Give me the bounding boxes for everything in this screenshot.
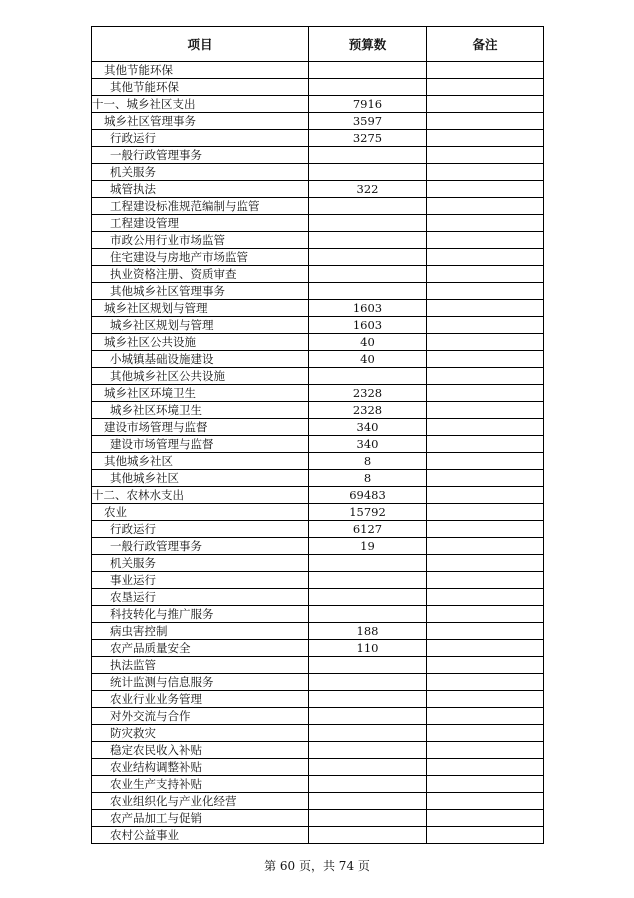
table-row xyxy=(92,113,544,130)
table-row xyxy=(92,691,544,708)
row-item-name: 机关服务 xyxy=(92,555,309,572)
row-budget-amount xyxy=(309,827,427,844)
row-budget-amount xyxy=(309,776,427,793)
row-budget-amount: 2328 xyxy=(309,385,427,402)
row-remark xyxy=(427,470,544,487)
table-row xyxy=(92,640,544,657)
row-item-name: 城乡社区规划与管理 xyxy=(92,300,309,317)
column-header-remark: 备注 xyxy=(427,27,544,62)
row-remark xyxy=(427,759,544,776)
row-remark xyxy=(427,810,544,827)
row-item-name: 城管执法 xyxy=(92,181,309,198)
table-row xyxy=(92,674,544,691)
row-item-name: 农业生产支持补贴 xyxy=(92,776,309,793)
table-row xyxy=(92,436,544,453)
row-item-name: 城乡社区管理事务 xyxy=(92,113,309,130)
row-item-name: 统计监测与信息服务 xyxy=(92,674,309,691)
row-budget-amount xyxy=(309,793,427,810)
row-item-name: 城乡社区规划与管理 xyxy=(92,317,309,334)
table-row xyxy=(92,232,544,249)
row-budget-amount: 8 xyxy=(309,470,427,487)
table-row xyxy=(92,521,544,538)
table-row xyxy=(92,810,544,827)
table-row xyxy=(92,198,544,215)
row-budget-amount xyxy=(309,79,427,96)
table-row xyxy=(92,453,544,470)
row-remark xyxy=(427,623,544,640)
table-row xyxy=(92,776,544,793)
row-item-name: 事业运行 xyxy=(92,572,309,589)
table-row xyxy=(92,62,544,79)
row-item-name: 住宅建设与房地产市场监管 xyxy=(92,249,309,266)
row-budget-amount xyxy=(309,232,427,249)
row-item-name: 病虫害控制 xyxy=(92,623,309,640)
row-remark xyxy=(427,504,544,521)
row-budget-amount xyxy=(309,164,427,181)
row-budget-amount: 6127 xyxy=(309,521,427,538)
row-remark xyxy=(427,657,544,674)
row-item-name: 十二、农林水支出 xyxy=(92,487,309,504)
table-row xyxy=(92,657,544,674)
row-item-name: 建设市场管理与监督 xyxy=(92,436,309,453)
table-row xyxy=(92,181,544,198)
row-remark xyxy=(427,368,544,385)
row-item-name: 对外交流与合作 xyxy=(92,708,309,725)
row-budget-amount xyxy=(309,249,427,266)
row-budget-amount: 69483 xyxy=(309,487,427,504)
table-row xyxy=(92,470,544,487)
table-row xyxy=(92,351,544,368)
row-remark xyxy=(427,113,544,130)
row-remark xyxy=(427,266,544,283)
row-item-name: 城乡社区公共设施 xyxy=(92,334,309,351)
row-remark xyxy=(427,436,544,453)
row-remark xyxy=(427,725,544,742)
row-item-name: 农业组织化与产业化经营 xyxy=(92,793,309,810)
row-item-name: 工程建设管理 xyxy=(92,215,309,232)
row-item-name: 农业行业业务管理 xyxy=(92,691,309,708)
table-row xyxy=(92,708,544,725)
row-budget-amount: 7916 xyxy=(309,96,427,113)
row-remark xyxy=(427,198,544,215)
row-budget-amount xyxy=(309,555,427,572)
table-row xyxy=(92,130,544,147)
row-remark xyxy=(427,334,544,351)
table-row xyxy=(92,589,544,606)
row-budget-amount: 188 xyxy=(309,623,427,640)
table-row xyxy=(92,283,544,300)
row-budget-amount: 322 xyxy=(309,181,427,198)
table-row xyxy=(92,266,544,283)
row-budget-amount: 1603 xyxy=(309,300,427,317)
row-item-name: 农垦运行 xyxy=(92,589,309,606)
table-row xyxy=(92,385,544,402)
row-budget-amount: 3275 xyxy=(309,130,427,147)
row-remark xyxy=(427,640,544,657)
table-row xyxy=(92,487,544,504)
row-item-name: 行政运行 xyxy=(92,130,309,147)
row-remark xyxy=(427,79,544,96)
row-remark xyxy=(427,487,544,504)
table-row xyxy=(92,215,544,232)
row-item-name: 城乡社区环境卫生 xyxy=(92,385,309,402)
table-row xyxy=(92,96,544,113)
row-item-name: 农村公益事业 xyxy=(92,827,309,844)
row-budget-amount: 8 xyxy=(309,453,427,470)
row-remark xyxy=(427,793,544,810)
row-item-name: 十一、城乡社区支出 xyxy=(92,96,309,113)
row-budget-amount xyxy=(309,708,427,725)
table-row xyxy=(92,402,544,419)
row-item-name: 其他城乡社区公共设施 xyxy=(92,368,309,385)
row-remark xyxy=(427,351,544,368)
table-row xyxy=(92,249,544,266)
row-budget-amount xyxy=(309,674,427,691)
row-remark xyxy=(427,708,544,725)
row-item-name: 一般行政管理事务 xyxy=(92,538,309,555)
row-budget-amount xyxy=(309,147,427,164)
row-remark xyxy=(427,521,544,538)
column-header-budget: 预算数 xyxy=(309,27,427,62)
row-remark xyxy=(427,742,544,759)
table-row xyxy=(92,147,544,164)
page-footer: 第 60 页，共 74 页 xyxy=(264,859,370,873)
row-remark xyxy=(427,589,544,606)
row-budget-amount xyxy=(309,691,427,708)
column-header-item: 项目 xyxy=(92,27,309,62)
row-remark xyxy=(427,419,544,436)
row-item-name: 农业 xyxy=(92,504,309,521)
row-remark xyxy=(427,215,544,232)
row-remark xyxy=(427,453,544,470)
row-remark xyxy=(427,62,544,79)
row-budget-amount xyxy=(309,606,427,623)
table-row xyxy=(92,538,544,555)
budget-table xyxy=(91,26,544,844)
table-row xyxy=(92,368,544,385)
row-budget-amount xyxy=(309,368,427,385)
row-budget-amount xyxy=(309,198,427,215)
row-item-name: 行政运行 xyxy=(92,521,309,538)
row-item-name: 稳定农民收入补贴 xyxy=(92,742,309,759)
row-remark xyxy=(427,538,544,555)
row-item-name: 城乡社区环境卫生 xyxy=(92,402,309,419)
row-budget-amount: 19 xyxy=(309,538,427,555)
table-row xyxy=(92,759,544,776)
row-item-name: 农业结构调整补贴 xyxy=(92,759,309,776)
table-row xyxy=(92,555,544,572)
row-budget-amount: 340 xyxy=(309,419,427,436)
table-row xyxy=(92,606,544,623)
row-budget-amount: 110 xyxy=(309,640,427,657)
row-budget-amount xyxy=(309,589,427,606)
row-remark xyxy=(427,606,544,623)
row-item-name: 农产品加工与促销 xyxy=(92,810,309,827)
table-row xyxy=(92,317,544,334)
row-remark xyxy=(427,555,544,572)
row-budget-amount: 1603 xyxy=(309,317,427,334)
row-budget-amount xyxy=(309,283,427,300)
row-item-name: 机关服务 xyxy=(92,164,309,181)
table-row xyxy=(92,79,544,96)
row-item-name: 执法监管 xyxy=(92,657,309,674)
row-item-name: 市政公用行业市场监管 xyxy=(92,232,309,249)
table-row xyxy=(92,504,544,521)
row-item-name: 其他城乡社区 xyxy=(92,453,309,470)
row-remark xyxy=(427,283,544,300)
row-remark xyxy=(427,317,544,334)
row-remark xyxy=(427,385,544,402)
row-item-name: 其他城乡社区 xyxy=(92,470,309,487)
row-remark xyxy=(427,181,544,198)
row-remark xyxy=(427,232,544,249)
row-budget-amount: 2328 xyxy=(309,402,427,419)
row-budget-amount: 15792 xyxy=(309,504,427,521)
row-budget-amount: 40 xyxy=(309,351,427,368)
table-row xyxy=(92,827,544,844)
row-budget-amount xyxy=(309,215,427,232)
table-row xyxy=(92,742,544,759)
row-budget-amount: 3597 xyxy=(309,113,427,130)
table-row xyxy=(92,793,544,810)
row-item-name: 一般行政管理事务 xyxy=(92,147,309,164)
row-remark xyxy=(427,691,544,708)
row-remark xyxy=(427,776,544,793)
table-header-row xyxy=(92,27,544,62)
table-row xyxy=(92,725,544,742)
table-body xyxy=(92,62,544,844)
table-row xyxy=(92,572,544,589)
row-item-name: 防灾救灾 xyxy=(92,725,309,742)
row-budget-amount: 340 xyxy=(309,436,427,453)
row-remark xyxy=(427,572,544,589)
row-item-name: 农产品质量安全 xyxy=(92,640,309,657)
row-remark xyxy=(427,130,544,147)
row-remark xyxy=(427,827,544,844)
row-remark xyxy=(427,674,544,691)
row-remark xyxy=(427,249,544,266)
table-row xyxy=(92,623,544,640)
row-item-name: 其他节能环保 xyxy=(92,62,309,79)
row-budget-amount xyxy=(309,62,427,79)
row-budget-amount xyxy=(309,759,427,776)
row-budget-amount xyxy=(309,742,427,759)
table-row xyxy=(92,164,544,181)
table-row xyxy=(92,334,544,351)
row-budget-amount xyxy=(309,725,427,742)
row-item-name: 工程建设标准规范编制与监管 xyxy=(92,198,309,215)
row-remark xyxy=(427,96,544,113)
row-item-name: 其他城乡社区管理事务 xyxy=(92,283,309,300)
row-item-name: 科技转化与推广服务 xyxy=(92,606,309,623)
row-item-name: 小城镇基础设施建设 xyxy=(92,351,309,368)
row-remark xyxy=(427,147,544,164)
row-item-name: 其他节能环保 xyxy=(92,79,309,96)
row-remark xyxy=(427,300,544,317)
table-row xyxy=(92,419,544,436)
row-item-name: 执业资格注册、资质审查 xyxy=(92,266,309,283)
row-budget-amount xyxy=(309,657,427,674)
table-row xyxy=(92,300,544,317)
row-item-name: 建设市场管理与监督 xyxy=(92,419,309,436)
row-remark xyxy=(427,402,544,419)
row-budget-amount xyxy=(309,266,427,283)
row-budget-amount: 40 xyxy=(309,334,427,351)
row-budget-amount xyxy=(309,810,427,827)
row-budget-amount xyxy=(309,572,427,589)
row-remark xyxy=(427,164,544,181)
